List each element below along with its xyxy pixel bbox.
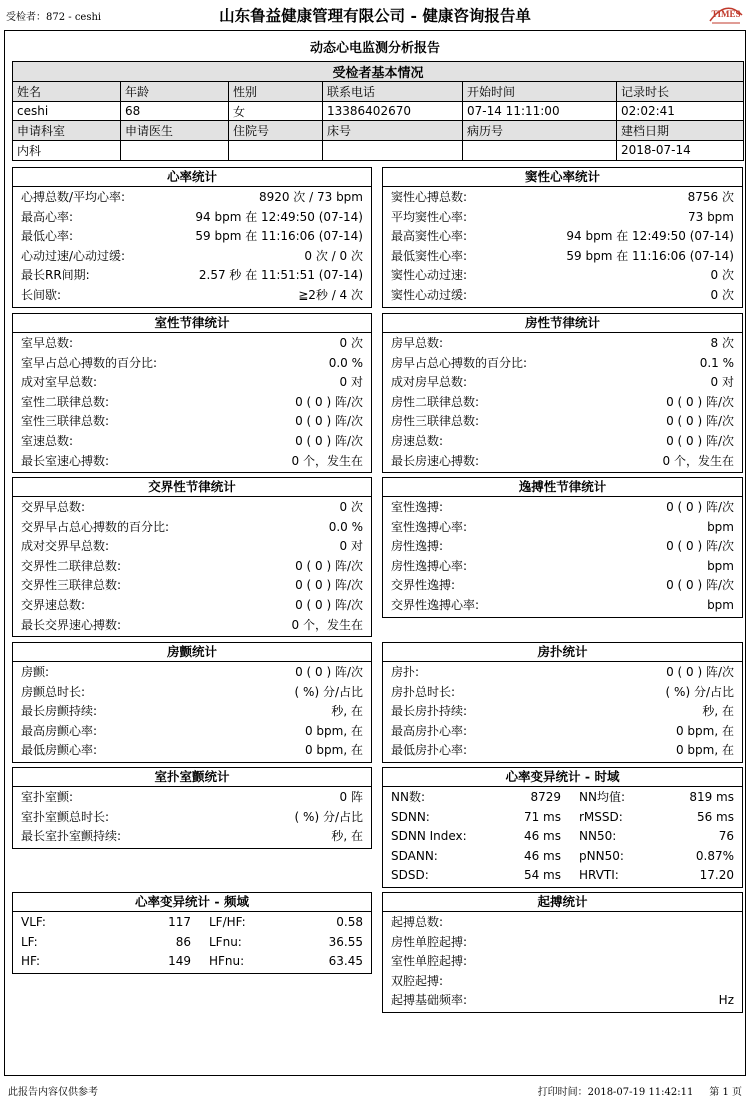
stat-row [21,741,363,761]
hrv-value: 46 ms [523,829,561,844]
stat-label: 房早总数: [391,336,444,350]
stat-label: 最长RR间期: [21,268,90,283]
stat-value: 0.0 % [328,355,363,370]
stat-value: bpm [707,597,734,612]
hrv-value: 0.58 [336,915,363,929]
stat-row [21,722,363,742]
panel-title: 房扑统计 [383,643,742,662]
stat-row [391,972,734,992]
stat-label: 最高心率: [21,209,74,224]
stat-label: 房扑: [391,665,420,679]
stat-label: 最低心率: [21,229,74,244]
hrv-label: SDNN: [391,809,430,824]
hrv-label: LF: [21,934,38,949]
stat-label: 室扑室颤总时长: [21,809,110,824]
panel-title: 室扑室颤统计 [13,768,371,787]
info-label: 开始时间 [463,82,617,102]
stat-row [391,952,734,972]
footer-note: 此报告内容仅供参考 [8,1087,98,1098]
stat-label: 成对交界早总数: [21,539,110,554]
junctional-panel [12,477,372,637]
panel-title: 逸搏性节律统计 [383,478,742,497]
stat-value: 0 ( 0 ) 阵/次 [295,394,363,409]
stat-value: 0 ( 0 ) 阵/次 [295,433,363,448]
stat-label: 最低窦性心率: [391,248,468,263]
info-label-row-1 [13,82,744,102]
info-value: 女 [229,101,323,121]
stat-row [391,393,734,413]
stat-value: 0 bpm, 在 [304,743,363,758]
stat-value: 0 对 [339,539,363,554]
stat-value: 0 个，发生在 [291,453,363,468]
stat-label: 房扑总时长: [391,684,456,699]
report-header [0,0,750,30]
stat-label: 最长室速心搏数: [21,453,110,468]
info-value [463,141,617,161]
stat-row [21,518,363,538]
stat-label: 室性二联律总数: [21,394,110,409]
sinus-rate-panel [382,167,743,308]
stat-row [21,702,363,722]
stat-label: 起搏总数: [391,915,444,929]
panel-title: 房性节律统计 [383,314,742,333]
report-body [4,30,746,1076]
stat-row [391,933,734,953]
info-label: 建档日期 [617,121,744,141]
hrv-value: 17.20 [699,868,734,883]
atrial-flutter-panel [382,642,743,763]
stat-label: 起搏基础频率: [391,993,468,1008]
stat-rows [383,497,742,616]
hrv-label: HF: [21,954,41,969]
panel-title: 心率统计 [13,168,371,187]
stat-value: 0 ( 0 ) 阵/次 [295,578,363,593]
info-label: 床号 [323,121,463,141]
stat-value: 0 ( 0 ) 阵/次 [666,539,734,554]
panel-title: 交界性节律统计 [13,478,371,497]
hrv-frequency-domain-panel [12,892,372,974]
pacing-panel [382,892,743,1013]
stat-value: 0 个，发生在 [662,453,734,468]
stat-row [391,913,734,933]
stat-value: 0 次 [339,500,363,514]
stat-row [391,702,734,722]
stat-label: 室性逸搏心率: [391,519,468,534]
stat-value: 0 ( 0 ) 阵/次 [666,433,734,448]
report-title: 动态心电监测分析报告 [309,41,440,56]
stat-label: 交界早占总心搏数的百分比: [21,519,170,534]
hrv-value: 54 ms [523,868,561,883]
stat-label: 房性二联律总数: [391,394,480,409]
stat-label: 最长房速心搏数: [391,453,480,468]
stat-value: 8756 次 [687,190,734,204]
stat-value: bpm [707,519,734,534]
stat-row [391,188,734,208]
stat-label: 双腔起搏: [391,973,444,988]
stat-label: 成对房早总数: [391,375,468,390]
times-logo [708,1,744,27]
stat-value: 0 bpm, 在 [675,723,734,738]
stat-label: 交界性逸搏: [391,578,456,593]
stat-value: bpm [707,558,734,573]
hrv-value: 149 [168,954,191,969]
info-value-row-1 [13,101,744,121]
stat-value: 8920 次 / 73 bpm [258,190,363,204]
stat-label: 房颤总时长: [21,684,86,699]
stat-row [21,188,363,208]
stat-value: 0 bpm, 在 [304,723,363,738]
hrv-value: 71 ms [523,809,561,824]
stat-label: 室速总数: [21,433,74,448]
stat-row [391,518,734,538]
info-label: 记录时长 [617,82,744,102]
stat-value: Hz [718,993,734,1008]
stat-rows [383,187,742,306]
stat-label: 室性逸搏: [391,500,444,514]
info-value: ceshi [13,101,121,121]
stat-value: 0 bpm, 在 [675,743,734,758]
stat-row [391,373,734,393]
stat-value: 0 ( 0 ) 阵/次 [295,597,363,612]
stat-value: 0 次 [710,268,734,283]
info-value: 内科 [13,141,121,161]
stat-label: 交界速总数: [21,597,86,612]
info-value: 07-14 11:11:00 [463,101,617,121]
stat-row [21,557,363,577]
stat-label: 室扑室颤: [21,790,74,804]
footer-print-info [538,1083,742,1098]
hrv-label: SDANN: [391,848,438,863]
patient-info-title: 受检者基本情况 [13,62,744,82]
stat-value: ( %) 分/占比 [294,809,363,824]
stat-value: 0 对 [710,375,734,390]
stat-value: 94 bpm 在 12:49:50 (07-14) [195,209,363,224]
hrv-label: SDSD: [391,868,429,883]
stat-label: 交界早总数: [21,500,86,514]
hrv-label: HFnu: [209,954,245,969]
stat-value: 0 ( 0 ) 阵/次 [295,414,363,429]
hrv-value: 819 ms [689,790,734,804]
stat-label: 平均窦性心率: [391,209,468,224]
stat-label: 窦性心动过缓: [391,287,468,302]
hrv-value: 46 ms [523,848,561,863]
stat-label: 最长交界速心搏数: [21,617,122,632]
stat-label: 交界性三联律总数: [21,578,122,593]
info-value-row-2 [13,141,744,161]
stat-row [21,663,363,683]
stat-row [391,432,734,452]
stat-label: 房性逸搏: [391,539,444,554]
stat-row [21,227,363,247]
stat-rows [13,187,371,306]
info-label: 申请科室 [13,121,121,141]
stat-row [391,663,734,683]
stat-label: 交界性逸搏心率: [391,597,480,612]
logo-text: TIMES [711,9,741,19]
panel-title: 室性节律统计 [13,314,371,333]
hrv-label: SDNN Index: [391,829,467,844]
panel-title: 心率变异统计 - 时域 [383,768,742,787]
stat-label: 室性单腔起搏: [391,954,468,969]
stat-row [21,247,363,267]
stat-rows [13,787,371,847]
hrv-value: 76 [718,829,734,844]
hrv-label: LFnu: [209,934,242,949]
stat-row [21,412,363,432]
stat-row [391,227,734,247]
stat-label: 房性逸搏心率: [391,558,468,573]
stat-row [21,596,363,616]
stat-row [391,683,734,703]
stat-row [391,596,734,616]
stat-label: 室早总数: [21,336,74,350]
hrv-value: 36.55 [328,934,363,949]
stat-value: 秒, 在 [702,704,734,719]
stat-row [21,286,363,306]
hrv-time-domain-panel [382,767,743,888]
hrv-label: NN50: [579,829,617,844]
atrial-panel [382,313,743,473]
stat-value: 59 bpm 在 11:16:06 (07-14) [195,229,363,244]
stat-row [391,286,734,306]
stat-label: 房性三联律总数: [391,414,480,429]
stat-row [21,576,363,596]
stat-value: 0 ( 0 ) 阵/次 [666,394,734,409]
stat-value: 0 ( 0 ) 阵/次 [666,500,734,514]
company-title: 山东鲁益健康管理有限公司 - 健康咨询报告单 [219,6,531,25]
stat-label: 室性三联律总数: [21,414,110,429]
stat-label: 心动过速/心动过缓: [21,248,126,263]
stat-row [391,576,734,596]
stat-label: 最高房扑心率: [391,723,468,738]
info-value: 13386402670 [323,101,463,121]
ventricular-flutter-panel [12,767,372,849]
atrial-fibrillation-panel [12,642,372,763]
stat-rows [13,662,371,761]
info-label: 姓名 [13,82,121,102]
ventricular-panel [12,313,372,473]
hrv-value: 117 [168,915,191,929]
stat-value: 0 ( 0 ) 阵/次 [295,558,363,573]
hrv-label: NN数: [391,790,425,804]
stat-label: 房速总数: [391,433,444,448]
panel-title: 心率变异统计 - 频域 [13,893,371,912]
stat-row [391,537,734,557]
info-label: 年龄 [121,82,229,102]
stat-value: 0 次 [339,336,363,350]
stat-rows [13,497,371,635]
stat-value: 0 次 / 0 次 [304,248,363,263]
stat-value: 0 个，发生在 [291,617,363,632]
print-time: 打印时间：2018-07-19 11:42:11 [537,1087,694,1098]
stat-row [391,247,734,267]
info-label: 联系电话 [323,82,463,102]
info-value: 02:02:41 [617,101,744,121]
hrv-value: 63.45 [328,954,363,969]
hrv-grid [13,912,371,972]
stat-row [21,452,363,472]
hrv-label: pNN50: [579,848,624,863]
stat-row [391,266,734,286]
stat-row [391,991,734,1011]
stat-value: 0 阵 [339,790,363,804]
stat-label: 心搏总数/平均心率: [21,190,126,204]
hrv-label: HRVTI: [579,868,619,883]
stat-label: 房颤: [21,665,50,679]
stat-value: 秒, 在 [331,704,363,719]
panel-title: 起搏统计 [383,893,742,912]
stat-row [21,334,363,354]
patient-info-table [12,61,744,161]
stat-row [21,373,363,393]
hrv-grid [383,787,742,886]
hrv-value: 56 ms [696,809,734,824]
stat-label: 室早占总心搏数的百分比: [21,355,158,370]
stat-label: 房早占总心搏数的百分比: [391,355,528,370]
hrv-label: VLF: [21,915,46,929]
stat-row [391,741,734,761]
panel-title: 房颤统计 [13,643,371,662]
panel-title: 窦性心率统计 [383,168,742,187]
stat-row [21,354,363,374]
info-label-row-2 [13,121,744,141]
stat-rows [383,333,742,471]
page-number: 第 1 页 [709,1087,742,1098]
stat-label: 最低房扑心率: [391,743,468,758]
stat-row [21,537,363,557]
info-value [229,141,323,161]
stat-label: 最高房颤心率: [21,723,98,738]
info-value: 2018-07-14 [617,141,744,161]
stat-rows [383,662,742,761]
stat-row [21,788,363,808]
stat-value: 8 次 [710,336,734,350]
stat-value: 0 ( 0 ) 阵/次 [666,665,734,679]
stat-row [391,412,734,432]
hrv-value: 8729 [530,790,561,804]
stat-label: 最高窦性心率: [391,229,468,244]
escape-panel [382,477,743,618]
hrv-label: LF/HF: [209,915,246,929]
stat-value: 2.57 秒 在 11:51:51 (07-14) [198,268,363,283]
hrv-value: 0.87% [695,848,734,863]
stat-value: 59 bpm 在 11:16:06 (07-14) [566,248,734,263]
stat-label: 窦性心搏总数: [391,190,468,204]
stat-label: 房性单腔起搏: [391,934,468,949]
stat-label: 交界性二联律总数: [21,558,122,573]
info-value [323,141,463,161]
stat-row [21,208,363,228]
stat-label: 最长房扑持续: [391,704,468,719]
patient-line: 受检者：872 - ceshi [6,12,102,23]
stat-value: 0.1 % [699,355,734,370]
stat-rows [13,333,371,471]
stat-label: 最长房颤持续: [21,704,98,719]
stat-label: 最低房颤心率: [21,743,98,758]
stat-label: 最长室扑室颤持续: [21,829,122,844]
stat-rows [383,912,742,1011]
stat-row [21,808,363,828]
stat-row [21,266,363,286]
stat-value: ≧2秒 / 4 次 [298,287,363,302]
stat-value: 0.0 % [328,519,363,534]
stat-value: 0 ( 0 ) 阵/次 [295,665,363,679]
stat-value: 0 对 [339,375,363,390]
stat-row [391,208,734,228]
stat-label: 窦性心动过速: [391,268,468,283]
info-value [121,141,229,161]
stat-value: ( %) 分/占比 [294,684,363,699]
stat-row [391,452,734,472]
stat-value: 73 bpm [687,209,734,224]
stat-value: 0 次 [710,287,734,302]
stat-value: 0 ( 0 ) 阵/次 [666,414,734,429]
info-label: 病历号 [463,121,617,141]
stat-label: 长间歇: [21,287,62,302]
stat-label: 成对室早总数: [21,375,98,390]
heart-rate-panel [12,167,372,308]
stat-row [21,683,363,703]
stat-row [391,498,734,518]
stat-value: ( %) 分/占比 [665,684,734,699]
stat-row [21,432,363,452]
info-label: 住院号 [229,121,323,141]
info-label: 申请医生 [121,121,229,141]
stat-row [391,557,734,577]
info-label: 性别 [229,82,323,102]
stat-value: 94 bpm 在 12:49:50 (07-14) [566,229,734,244]
info-value: 68 [121,101,229,121]
stat-value: 0 ( 0 ) 阵/次 [666,578,734,593]
hrv-label: NN均值: [579,790,625,804]
stat-row [21,498,363,518]
stat-row [21,827,363,847]
stat-value: 秒, 在 [331,829,363,844]
stat-row [21,616,363,636]
hrv-label: rMSSD: [579,809,623,824]
hrv-value: 86 [175,934,191,949]
stat-row [21,393,363,413]
stat-row [391,354,734,374]
stat-row [391,334,734,354]
stat-row [391,722,734,742]
